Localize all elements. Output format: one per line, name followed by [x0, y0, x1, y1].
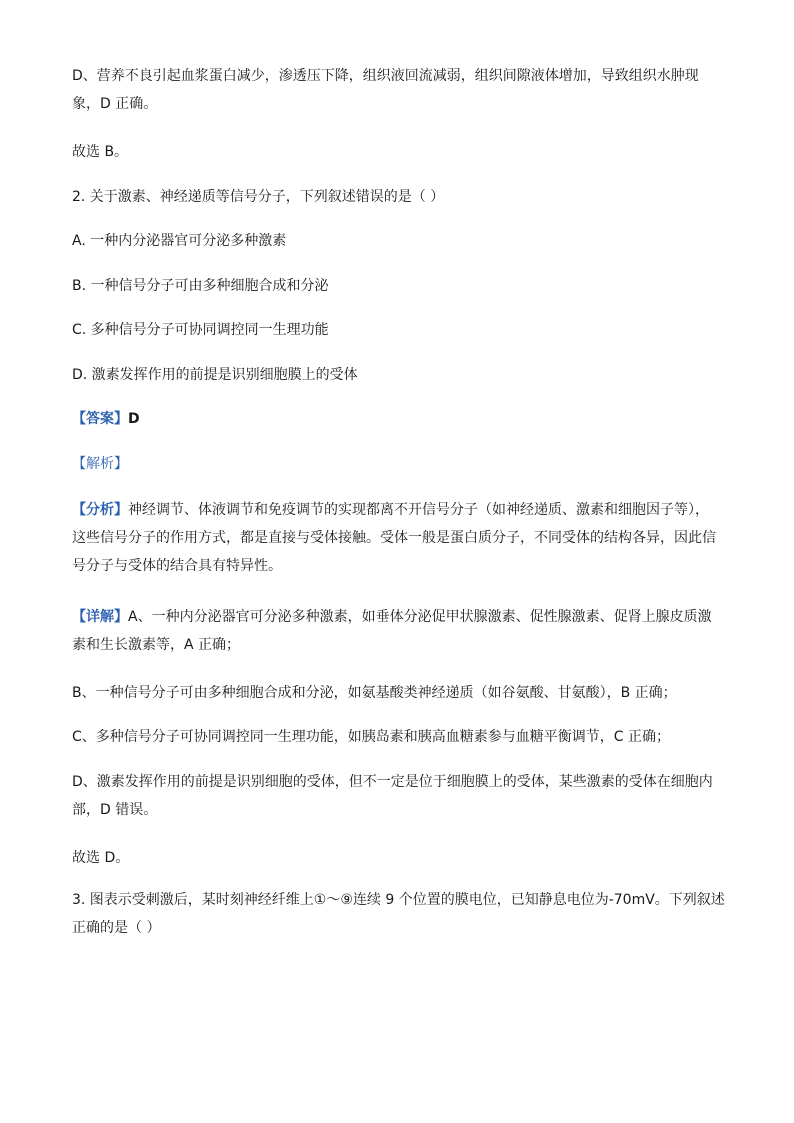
detail-a [72, 603, 732, 659]
detail-c [72, 723, 732, 751]
option-a [72, 227, 732, 255]
text-line: C、多种信号分子可协同调控同一生理功能，如胰岛素和胰高血糖素参与血糖平衡调节，C 正确； [72, 729, 670, 745]
question-3-stem [72, 886, 732, 942]
text-line: 象，D 正确。 [72, 96, 158, 112]
option-c [72, 316, 732, 344]
text-line: B、一种信号分子可由多种细胞合成和分泌，如氨基酸类神经递质（如谷氨酸、甘氨酸），B 正确； [72, 685, 677, 701]
fenxi-text: 神经调节、体液调节和免疫调节的实现都离不开信号分子（如神经递质、激素和细胞因子等）， [128, 502, 709, 518]
analysis-tag: 【解析】 [72, 456, 128, 472]
text-line: 正确的是（ ） [72, 920, 161, 936]
detail-b [72, 679, 732, 707]
answer-line [72, 405, 732, 433]
answer-tag: 【答案】 [72, 411, 128, 427]
text-line: 故选 B。 [72, 144, 129, 160]
text-line: D、激素发挥作用的前提是识别细胞的受体，但不一定是位于细胞膜上的受体，某些激素的受体在细胞内 [72, 774, 713, 790]
xiangjie-tag: 【详解】 [72, 609, 128, 625]
answer-value: D [128, 411, 140, 427]
text-line: D、营养不良引起血浆蛋白减少，渗透压下降，组织液回流减弱，组织间隙液体增加，导致组织水肿现 [72, 68, 699, 84]
text-line: 部，D 错误。 [72, 802, 158, 818]
prev-conclusion [72, 138, 732, 166]
text-line: C. 多种信号分子可协同调控同一生理功能 [72, 322, 329, 338]
text-line [72, 405, 732, 433]
analysis-fenxi [72, 496, 732, 580]
text-line: 故选 D。 [72, 850, 130, 866]
text-line: D. 激素发挥作用的前提是识别细胞膜上的受体 [72, 367, 358, 383]
text-line: 3. 图表示受刺激后，某时刻神经纤维上①～⑨连续 9 个位置的膜电位，已知静息电位为-70mV。下列叙述 [72, 892, 725, 908]
option-d [72, 361, 732, 389]
text-line: 2. 关于激素、神经递质等信号分子，下列叙述错误的是（ ） [72, 189, 445, 205]
question-2-stem [72, 183, 732, 211]
text-line: B. 一种信号分子可由多种细胞合成和分泌 [72, 278, 329, 294]
detail-a-text: A、一种内分泌器官可分泌多种激素，如垂体分泌促甲状腺激素、促性腺激素、促肾上腺皮质激 [128, 609, 712, 625]
fenxi-tag: 【分析】 [72, 502, 128, 518]
text-line: 号分子与受体的结合具有特异性。 [72, 558, 282, 574]
text-line [72, 603, 732, 631]
text-line: 这些信号分子的作用方式，都是直接与受体接触。受体一般是蛋白质分子，不同受体的结构各异，因此信 [72, 530, 716, 546]
text-line [72, 496, 732, 524]
text-line: 素和生长激素等，A 正确； [72, 637, 241, 653]
text-line: A. 一种内分泌器官可分泌多种激素 [72, 233, 287, 249]
analysis-heading [72, 450, 732, 478]
question-2-conclusion [72, 844, 732, 872]
detail-d [72, 768, 732, 824]
option-b [72, 272, 732, 300]
prev-option-d-explanation [72, 62, 732, 118]
